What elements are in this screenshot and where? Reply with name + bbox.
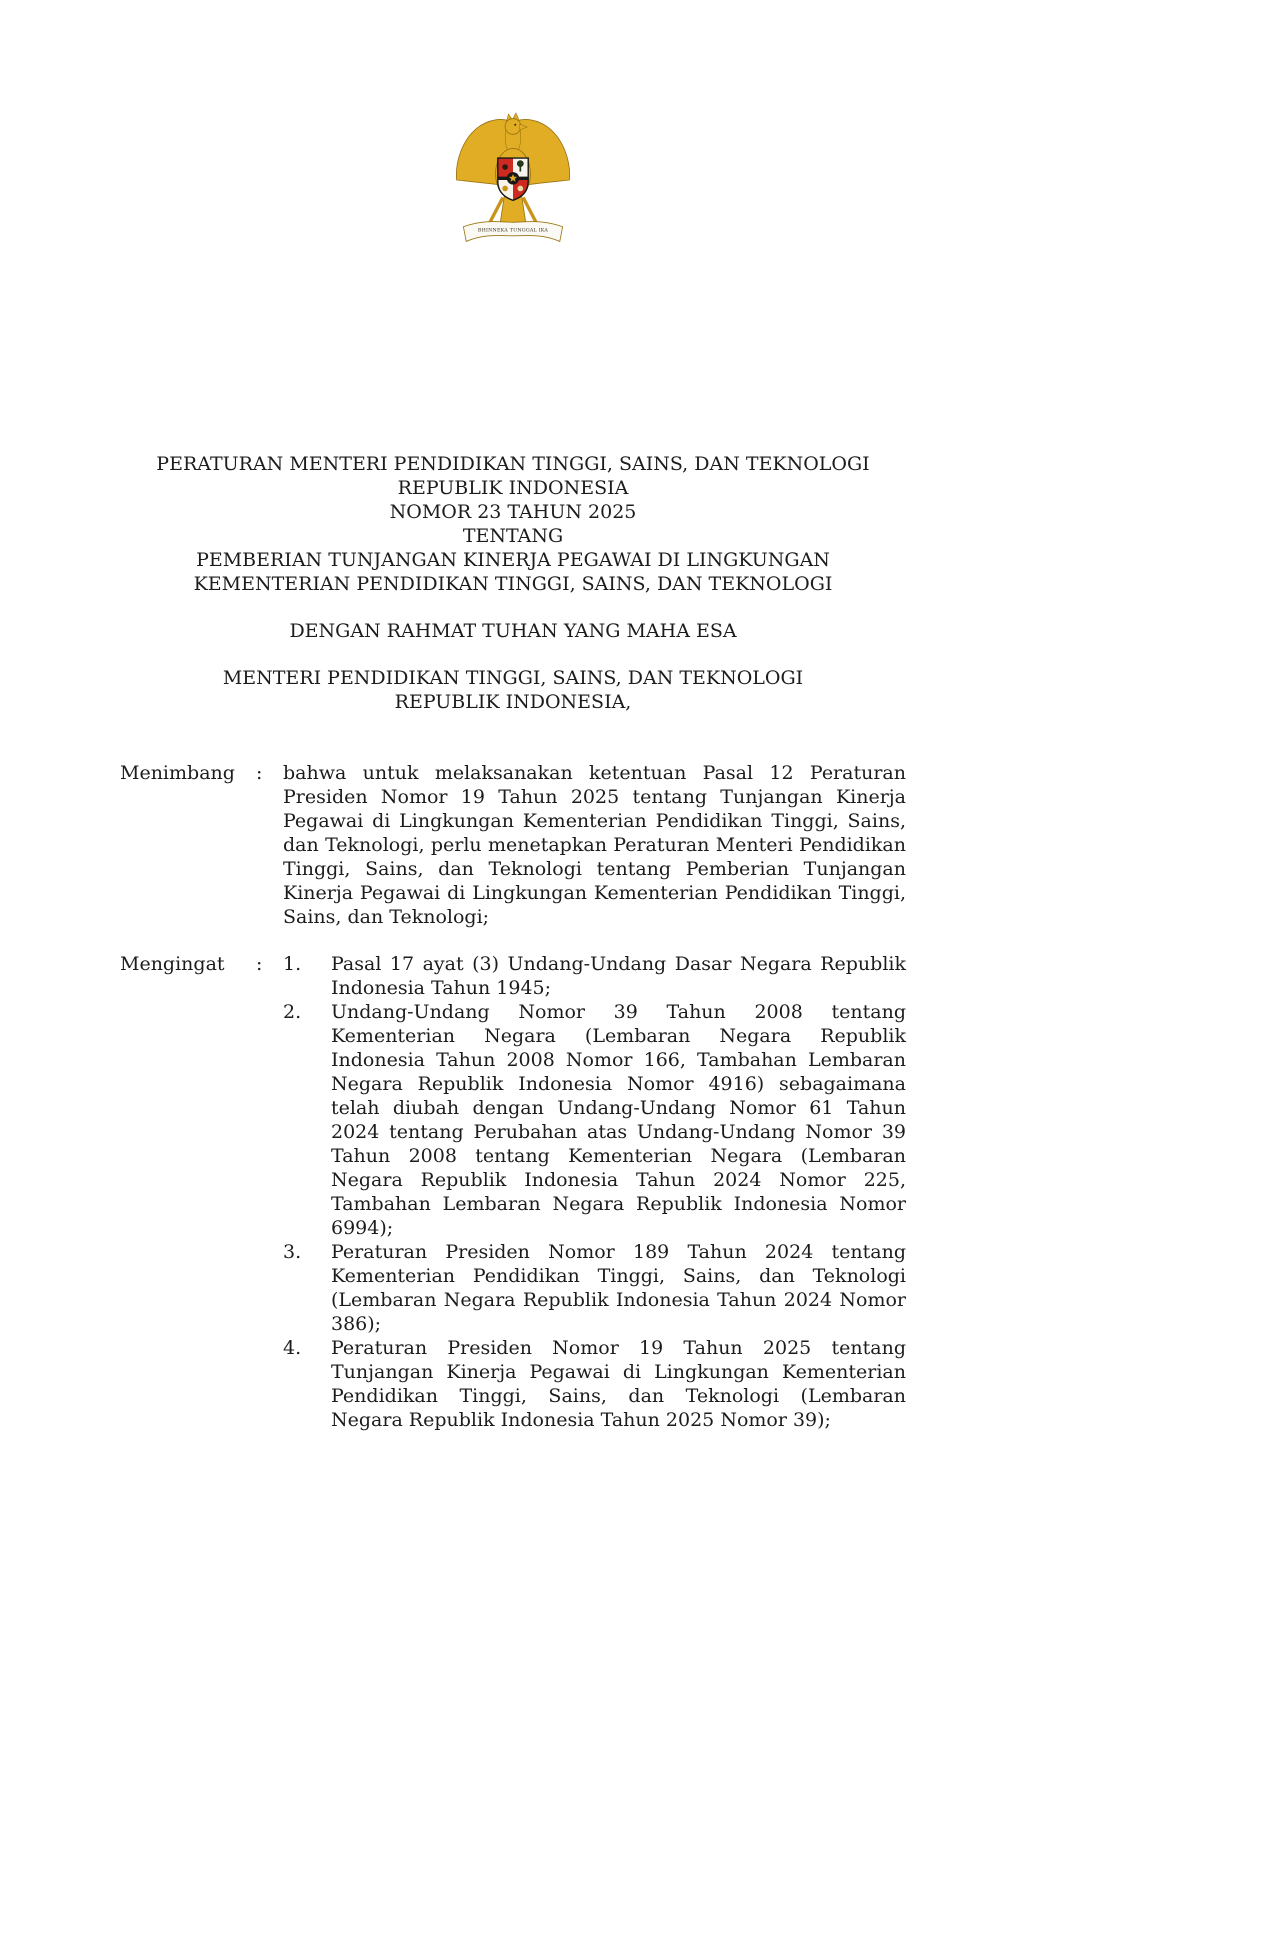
legal-basis-list [283,952,906,1432]
item-text: Peraturan Presiden Nomor 189 Tahun 2024 tentang Kementerian Pendidikan Tinggi, Sains, dan Teknologi (Lembaran Negara Republik Indonesia Tahun 2024 Nomor 386); [331,1241,906,1335]
legal-basis-clause [120,952,906,1432]
legal-basis-item-2 [283,1000,906,1240]
authority-block [120,666,906,714]
title-line-1: PERATURAN MENTERI PENDIDIKAN TINGGI, SAINS, DAN TEKNOLOGI [156,453,870,475]
garuda-pancasila-icon [451,106,575,254]
motto-banner [463,222,562,242]
pancasila-shield [498,158,528,201]
legal-basis-label: Mengingat [120,953,225,975]
garuda-head [505,119,521,135]
item-text: Pasal 17 ayat (3) Undang-Undang Dasar Negara Republik Indonesia Tahun 1945; [331,953,906,999]
authority-line-2: REPUBLIK INDONESIA, [394,691,632,713]
legal-basis-item-4 [283,1336,906,1432]
item-number: 1. [283,953,302,975]
authority-line-1: MENTERI PENDIDIKAN TINGGI, SAINS, DAN TEKNOLOGI [222,667,804,689]
legal-basis-item-1 [283,952,906,1000]
item-text: Undang-Undang Nomor 39 Tahun 2008 tentang Kementerian Negara (Lembaran Negara Republik Indonesia Tahun 2008 Nomor 166, Tambahan Lembaran Negara Republik Indonesia Nomor 4916) sebagaimana telah diubah dengan Undang-Undang Nomor 61 Tahun 2024 tentang Perubahan atas Undang-Undang Nomor 39 Tahun 2008 tentang Kementerian Negara (Lembaran Negara Republik Indonesia Tahun 2024 Nomor 225, Tambahan Lembaran Negara Republik Indonesia Nomor 6994); [331,1001,906,1239]
considerations-text: bahwa untuk melaksanakan ketentuan Pasal 12 Peraturan Presiden Nomor 19 Tahun 2025 tentang Tunjangan Kinerja Pegawai di Lingkungan Kementerian Pendidikan Tinggi, Sains, dan Teknologi, perlu menetapkan Peraturan Menteri Pendidikan Tinggi, Sains, dan Teknologi tentang Pemberian Tunjangan Kinerja Pegawai di Lingkungan Kementerian Pendidikan Tinggi, Sains, dan Teknologi; [283,762,906,928]
item-number: 2. [283,1001,302,1023]
item-text: Peraturan Presiden Nomor 19 Tahun 2025 tentang Tunjangan Kinerja Pegawai di Lingkungan Kementerian Pendidikan Tinggi, Sains, dan Teknologi (Lembaran Negara Republik Indonesia Tahun 2025 Nomor 39); [331,1337,906,1431]
document-content [120,0,906,1950]
invocation-line: DENGAN RAHMAT TUHAN YANG MAHA ESA [289,620,737,642]
item-number: 4. [283,1337,302,1359]
emblem-motto-text: BHINNEKA TUNGGAL IKA [477,228,549,234]
document-title [120,452,906,596]
title-line-3: NOMOR 23 TAHUN 2025 [389,501,637,523]
title-line-4: TENTANG [462,525,564,547]
legal-basis-colon: : [256,953,263,975]
item-number: 3. [283,1241,302,1263]
title-line-2: REPUBLIK INDONESIA [397,477,629,499]
legal-basis-item-3 [283,1240,906,1336]
title-line-6: KEMENTERIAN PENDIDIKAN TINGGI, SAINS, DAN TEKNOLOGI [193,573,833,595]
garuda-pancasila-emblem [451,106,575,256]
considerations-clause [120,761,906,929]
considerations-label: Menimbang [120,762,235,784]
garuda-eye [514,124,516,126]
considerations-colon: : [256,762,263,784]
title-line-5: PEMBERIAN TUNJANGAN KINERJA PEGAWAI DI LINGKUNGAN [196,549,830,571]
